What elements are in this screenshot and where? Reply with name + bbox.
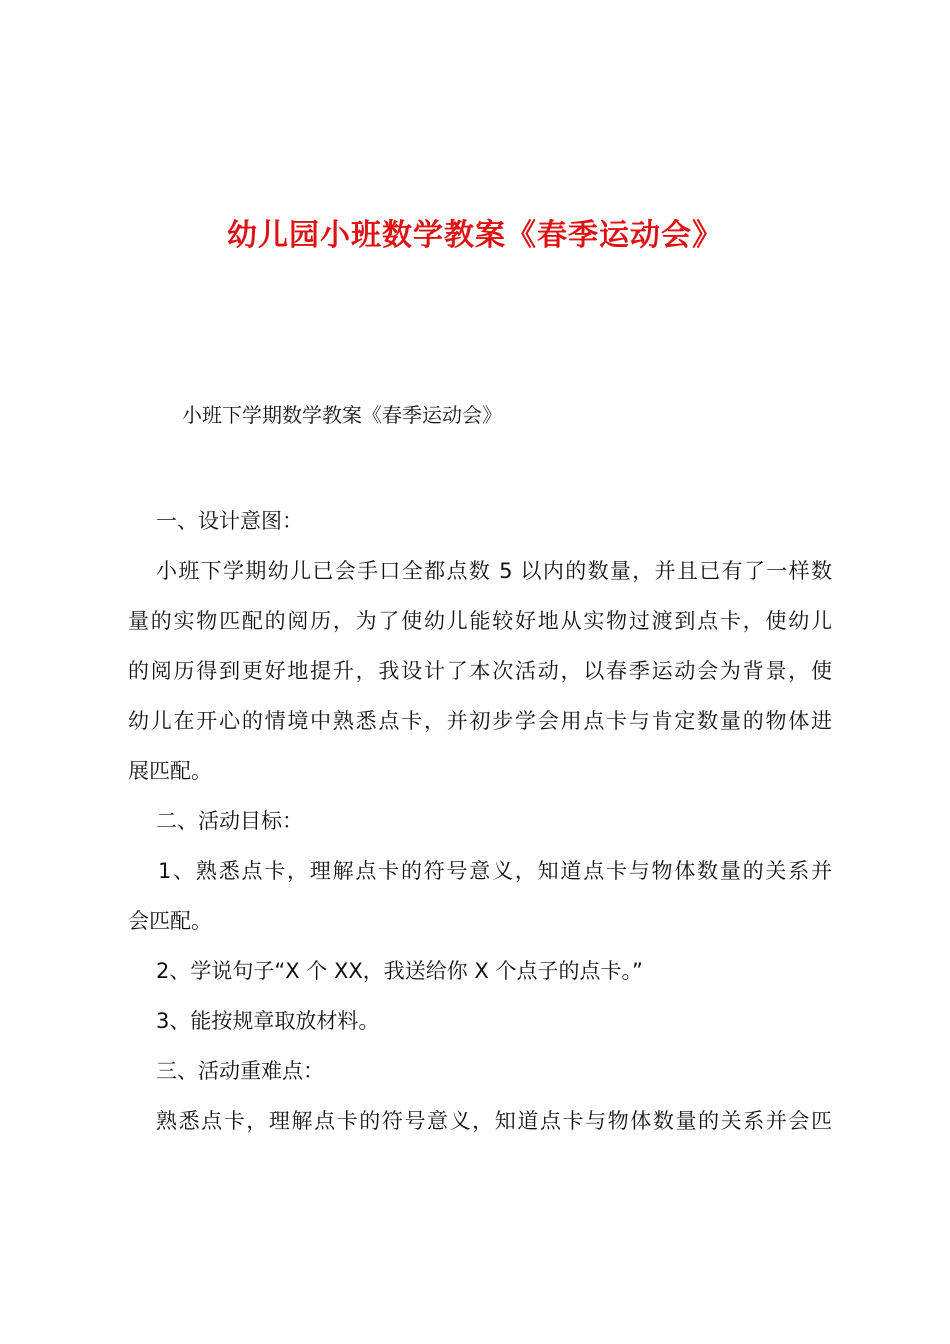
goal-item-3: 3、能按规章取放材料。 bbox=[156, 1009, 380, 1033]
paragraph-line: 的阅历得到更好地提升，我设计了本次活动，以春季运动会为背景，使 bbox=[128, 659, 832, 683]
paragraph-line: 展匹配。 bbox=[128, 759, 212, 783]
section-heading-design-intent: 一、设计意图： bbox=[156, 509, 303, 533]
goal-item-2: 2、学说句子“X 个 XX，我送给你 X 个点子的点卡。” bbox=[156, 959, 643, 983]
goal-item-1: 1、熟悉点卡，理解点卡的符号意义，知道点卡与物体数量的关系并 bbox=[158, 859, 832, 883]
document-subtitle: 小班下学期数学教案《春季运动会》 bbox=[182, 403, 502, 427]
paragraph-line: 熟悉点卡，理解点卡的符号意义，知道点卡与物体数量的关系并会匹 bbox=[156, 1109, 832, 1133]
page-title: 幼儿园小班数学教案《春季运动会》 bbox=[227, 218, 723, 253]
section-heading-goals: 二、活动目标： bbox=[156, 809, 303, 833]
paragraph-line: 小班下学期幼儿已会手口全都点数 5 以内的数量，并且已有了一样数 bbox=[156, 559, 832, 583]
goal-item-1-continued: 会匹配。 bbox=[128, 909, 212, 933]
paragraph-line: 幼儿在开心的情境中熟悉点卡，并初步学会用点卡与肯定数量的物体进 bbox=[128, 709, 832, 733]
document-body bbox=[128, 496, 832, 1146]
section-heading-key-points: 三、活动重难点： bbox=[156, 1059, 324, 1083]
paragraph-line: 量的实物匹配的阅历，为了使幼儿能较好地从实物过渡到点卡，使幼儿 bbox=[128, 609, 832, 633]
